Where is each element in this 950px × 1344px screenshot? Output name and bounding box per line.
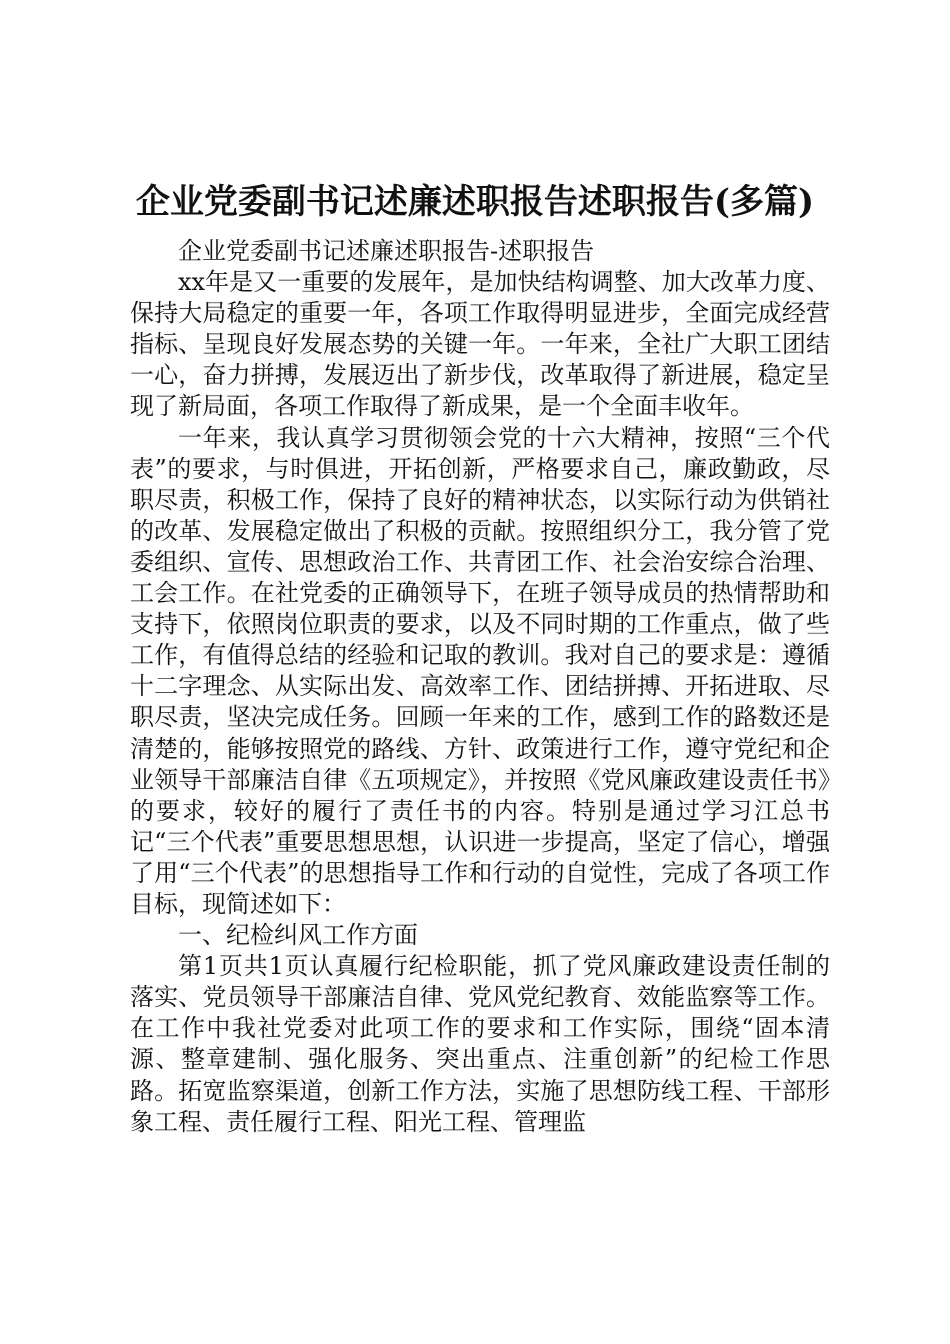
document-subtitle: 企业党委副书记述廉述职报告-述职报告: [178, 237, 595, 265]
section-heading: 一、纪检纠风工作方面: [178, 921, 418, 950]
body-paragraph: 第1页共1页认真履行纪检职能，抓了党风廉政建设责任制的落实、党员领导干部廉洁自律、党风党纪教育、效能监察等工作。在工作中我社党委对此项工作的要求和工作实际，围绕“固本清源、整章建制、强化服务、突出重点、注重创新”的纪检工作思路。拓宽监察渠道，创新工作方法，实施了思想防线工程、干部形象工程、责任履行工程、阳光工程、管理监: [130, 952, 830, 1136]
document-title: 企业党委副书记述廉述职报告述职报告(多篇): [135, 182, 815, 222]
document-body: [130, 236, 830, 1138]
body-paragraph: xx年是又一重要的发展年，是加快结构调整、加大改革力度、保持大局稳定的重要一年，各项工作取得明显进步，全面完成经营指标、呈现良好发展态势的关键一年。一年来，全社广大职工团结一心，奋力拼搏，发展迈出了新步伐，改革取得了新进展，稳定呈现了新局面，各项工作取得了新成果，是一个全面丰收年。: [130, 268, 830, 421]
body-paragraph: 一年来，我认真学习贯彻领会党的十六大精神，按照“三个代表”的要求，与时俱进，开拓创新，严格要求自己，廉政勤政，尽职尽责，积极工作，保持了良好的精神状态，以实际行动为供销社的改革、发展稳定做出了积极的贡献。按照组织分工，我分管了党委组织、宣传、思想政治工作、共青团工作、社会治安综合治理、工会工作。在社党委的正确领导下，在班子领导成员的热情帮助和支持下，依照岗位职责的要求，以及不同时期的工作重点，做了些工作，有值得总结的经验和记取的教训。我对自己的要求是：遵循十二字理念、从实际出发、高效率工作、团结拼搏、开拓进取、尽职尽责，坚决完成任务。回顾一年来的工作，感到工作的路数还是清楚的，能够按照党的路线、方针、政策进行工作，遵守党纪和企业领导干部廉洁自律《五项规定》，并按照《党风廉政建设责任书》的要求，较好的履行了责任书的内容。特别是通过学习江总书记“三个代表”重要思想思想，认识进一步提高，坚定了信心，增强了用“三个代表”的思想指导工作和行动的自觉性，完成了各项工作目标，现简述如下：: [130, 423, 830, 918]
